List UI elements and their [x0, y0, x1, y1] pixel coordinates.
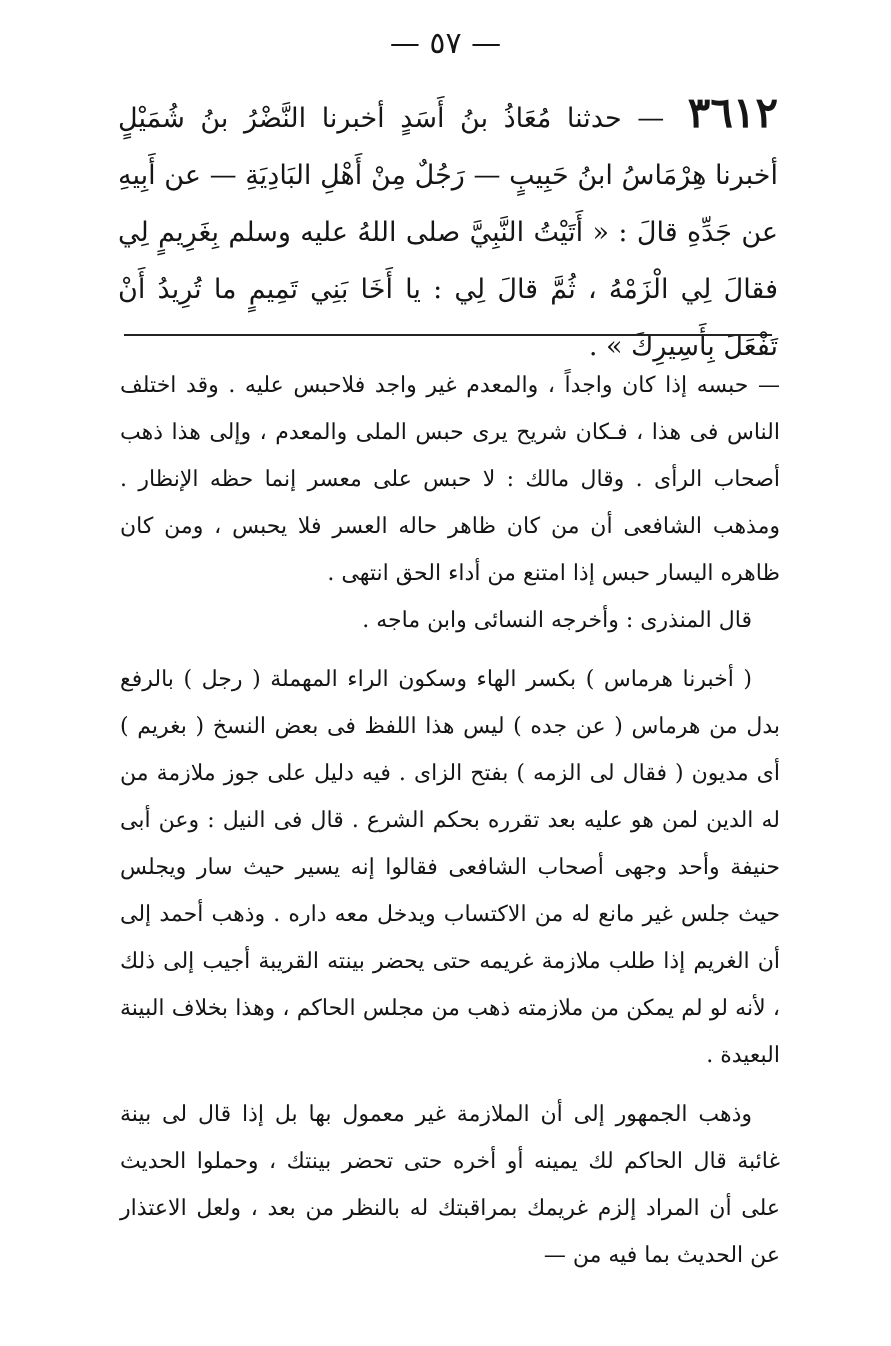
- page-number: — ٥٧ —: [389, 26, 502, 61]
- hadith-text: — حدثنا مُعَاذُ بنُ أَسَدٍ أخبرنا النَّضْرُ بنُ شُمَيْلٍ أخبرنا هِرْمَاسُ ابنُ حَبِيبٍ — رَجُلٌ مِنْ أَهْلِ البَادِيَةِ — عن أَبِيهِ عن جَدِّهِ قالَ : « أَتَيْتُ النَّبِيَّ صلى اللهُ عليه وسلم بِغَرِيمٍ لِي فقالَ لِي الْزَمْهُ ، ثُمَّ قالَ لِي : يا أَخَا بَنِي تَمِيمٍ ما تُرِيدُ أَنْ تَفْعَلَ بِأَسِيرِكَ » .: [118, 103, 778, 362]
- section-divider: [124, 334, 772, 336]
- commentary-paragraph: ( أخبرنا هرماس ) بكسر الهاء وسكون الراء المهملة ( رجل ) بالرفع بدل من هرماس ( عن جده ) ليس هذا اللفظ فى بعض النسخ ( بغريم ) أى مديون ( فقال لى الزمه ) بفتح الزاى . فيه دليل على جوز ملازمة من له الدين لمن هو عليه بعد تقرره بحكم الشرع . قال فى النيل : وعن أبى حنيفة وأحد وجهى أصحاب الشافعى فقالوا إنه يسير حيث سار ويجلس حيث جلس غير مانع له من الاكتساب ويدخل معه داره . وذهب أحمد إلى أن الغريم إذا طلب ملازمة غريمه حتى يحضر بينته القريبة أجيب إلى ذلك ، لأنه لو لم يمكن من ملازمته ذهب من مجلس الحاكم ، وهذا بخلاف البينة البعيدة .: [120, 667, 780, 1068]
- commentary-paragraph: قال المنذرى : وأخرجه النسائى وابن ماجه .: [362, 608, 752, 633]
- commentary-block: [120, 362, 780, 1279]
- commentary-paragraph: — حبسه إذا كان واجداً ، والمعدم غير واجد فلاحبس عليه . وقد اختلف الناس فى هذا ، فـكان شريح يرى حبس الملى والمعدم ، وإلى هذا ذهب أصحاب الرأى . وقال مالك : لا حبس على معسر إنما حظه الإنظار . ومذهب الشافعى أن من كان ظاهر حاله العسر فلا يحبس ، ومن كان ظاهره اليسار حبس إذا امتنع من أداء الحق انتهى .: [120, 373, 780, 586]
- hadith-number: ٣٦١٢: [687, 88, 778, 137]
- commentary-paragraph: وذهب الجمهور إلى أن الملازمة غير معمول بها بل إذا قال لى بينة غائبة قال الحاكم لك يمينه أو أخره حتى تحضر بينتك ، وحملوا الحديث على أن المراد إلزم غريمك بمراقبتك له بالنظر من بعد ، ولعل الاعتذار عن الحديث بما فيه من —: [120, 1102, 780, 1268]
- hadith-block: [118, 84, 778, 375]
